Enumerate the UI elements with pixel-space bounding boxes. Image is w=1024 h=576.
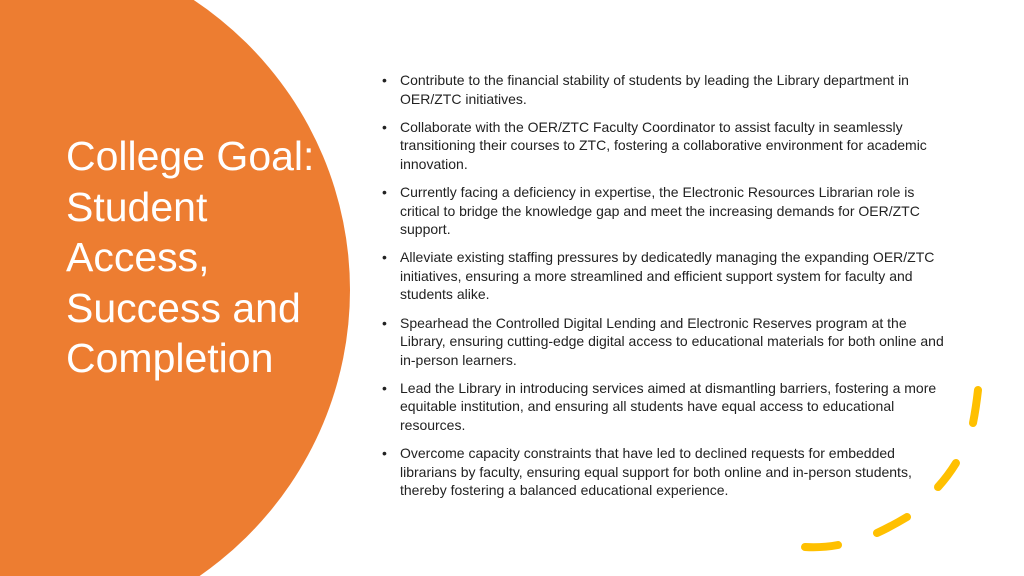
slide-title: College Goal: Student Access, Success and Completion [66, 133, 315, 381]
dash-stroke-1 [973, 390, 978, 423]
bullet-dot-icon: • [382, 314, 387, 331]
decorative-dashed-arc [780, 370, 1024, 576]
bullet-item [382, 183, 947, 239]
dash-stroke-4 [805, 545, 838, 547]
dash-stroke-3 [877, 517, 907, 533]
bullet-item [382, 71, 947, 108]
bullet-dot-icon: • [382, 72, 387, 88]
bullet-item [382, 314, 947, 370]
bullet-item [382, 248, 947, 304]
bullet-text: Lead the Library in introducing services aimed at dismantling barriers, fostering a more equitable institution, and ensuring all students have equal access to educational resources. [400, 379, 937, 433]
bullet-text: Alleviate existing staffing pressures by dedicatedly managing the expanding OER/ZTC initiatives, ensuring a more streamlined and efficient support system for faculty and students alike. [400, 249, 935, 303]
bullet-dot-icon: • [382, 249, 387, 266]
bullet-item [382, 118, 947, 174]
bullet-text: Contribute to the financial stability of students by leading the Library department in OER/ZTC initiatives. [400, 72, 909, 107]
bullet-text: Collaborate with the OER/ZTC Faculty Coordinator to assist faculty in seamlessly transitioning their courses to ZTC, fostering a collaborative environment for academic innovation. [400, 118, 927, 172]
bullet-dot-icon: • [382, 183, 387, 200]
bullet-dot-icon: • [382, 445, 387, 462]
bullet-text: Currently facing a deficiency in expertise, the Electronic Resources Librarian role is critical to bridge the knowledge gap and meet the increasing demands for OER/ZTC support. [400, 183, 920, 238]
bullet-dot-icon: • [382, 118, 387, 135]
bullet-text: Overcome capacity constraints that have led to declined requests for embedded librarians by faculty, ensuring equal support for both online and in-person students, thereby fostering a balanced educational experience. [400, 445, 912, 499]
bullet-text: Spearhead the Controlled Digital Lending and Electronic Reserves program at the Library, ensuring cutting-edge digital access to educational materials for both online and in-person learners. [400, 314, 944, 368]
dash-stroke-2 [938, 463, 956, 487]
bullet-dot-icon: • [382, 379, 387, 396]
